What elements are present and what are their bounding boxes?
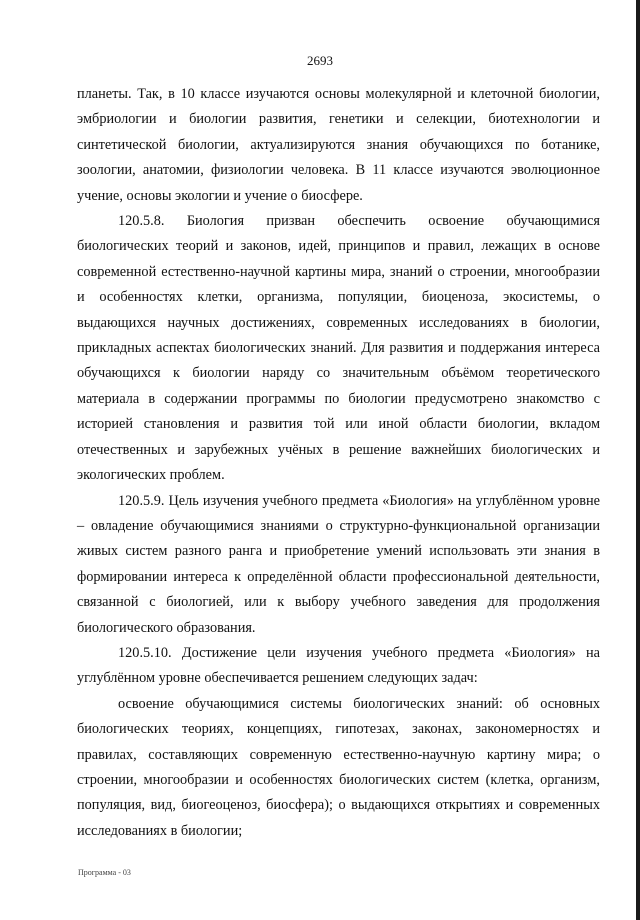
body-text	[77, 82, 600, 844]
paragraph-continuation: планеты. Так, в 10 классе изучаются основы молекулярной и клеточной биологии, эмбриологии и биологии развития, генетики и селекции, биотехнологии и синтетической биологии, актуализируются знания обучающихся по ботанике, зоологии, анатомии, физиологии человека. В 11 классе изучаются эволюционное учение, основы экологии и учение о биосфере.	[77, 86, 600, 204]
paragraph-task-1: освоение обучающимися системы биологических знаний: об основных биологических теориях, концепциях, гипотезах, законах, закономерностях и правилах, составляющих современную естественно-научную картину мира; о строении, многообразии и особенностях биологических систем (клетка, организм, популяция, вид, биогеоценоз, биосфера); о выдающихся открытиях и современных исследованиях в биологии;	[77, 695, 600, 839]
page-number: 2693	[307, 53, 333, 68]
footer-label: Программа - 03	[78, 868, 131, 877]
scan-edge-border	[636, 0, 640, 920]
paragraph-120-5-10: 120.5.10. Достижение цели изучения учебного предмета «Биология» на углублённом уровне обеспечивается решением следующих задач:	[77, 644, 600, 687]
paragraph-120-5-9: 120.5.9. Цель изучения учебного предмета «Биология» на углублённом уровне – овладение обучающимися знаниями о структурно-функциональной организации живых систем разного ранга и приобретение умений использовать эти знания в формировании интереса к определённой области профессиональной деятельности, связанной с биологией, или к выбору учебного заведения для продолжения биологического образования.	[77, 492, 600, 636]
paragraph-120-5-8: 120.5.8. Биология призван обеспечить освоение обучающимися биологических теорий и законов, идей, принципов и правил, лежащих в основе современной естественно-научной картины мира, знаний о строении, многообразии и особенностях клетки, организма, популяции, биоценоза, экосистемы, о выдающихся научных достижениях, современных исследованиях в биологии, прикладных аспектах биологических знаний. Для развития и поддержания интереса обучающихся к биологии наряду со значительным объёмом теоретического материала в содержании программы по биологии предусмотрено знакомство с историей становления и развития той или иной области биологии, вкладом отечественных и зарубежных учёных в решение важнейших биологических и экологических проблем.	[77, 213, 600, 484]
